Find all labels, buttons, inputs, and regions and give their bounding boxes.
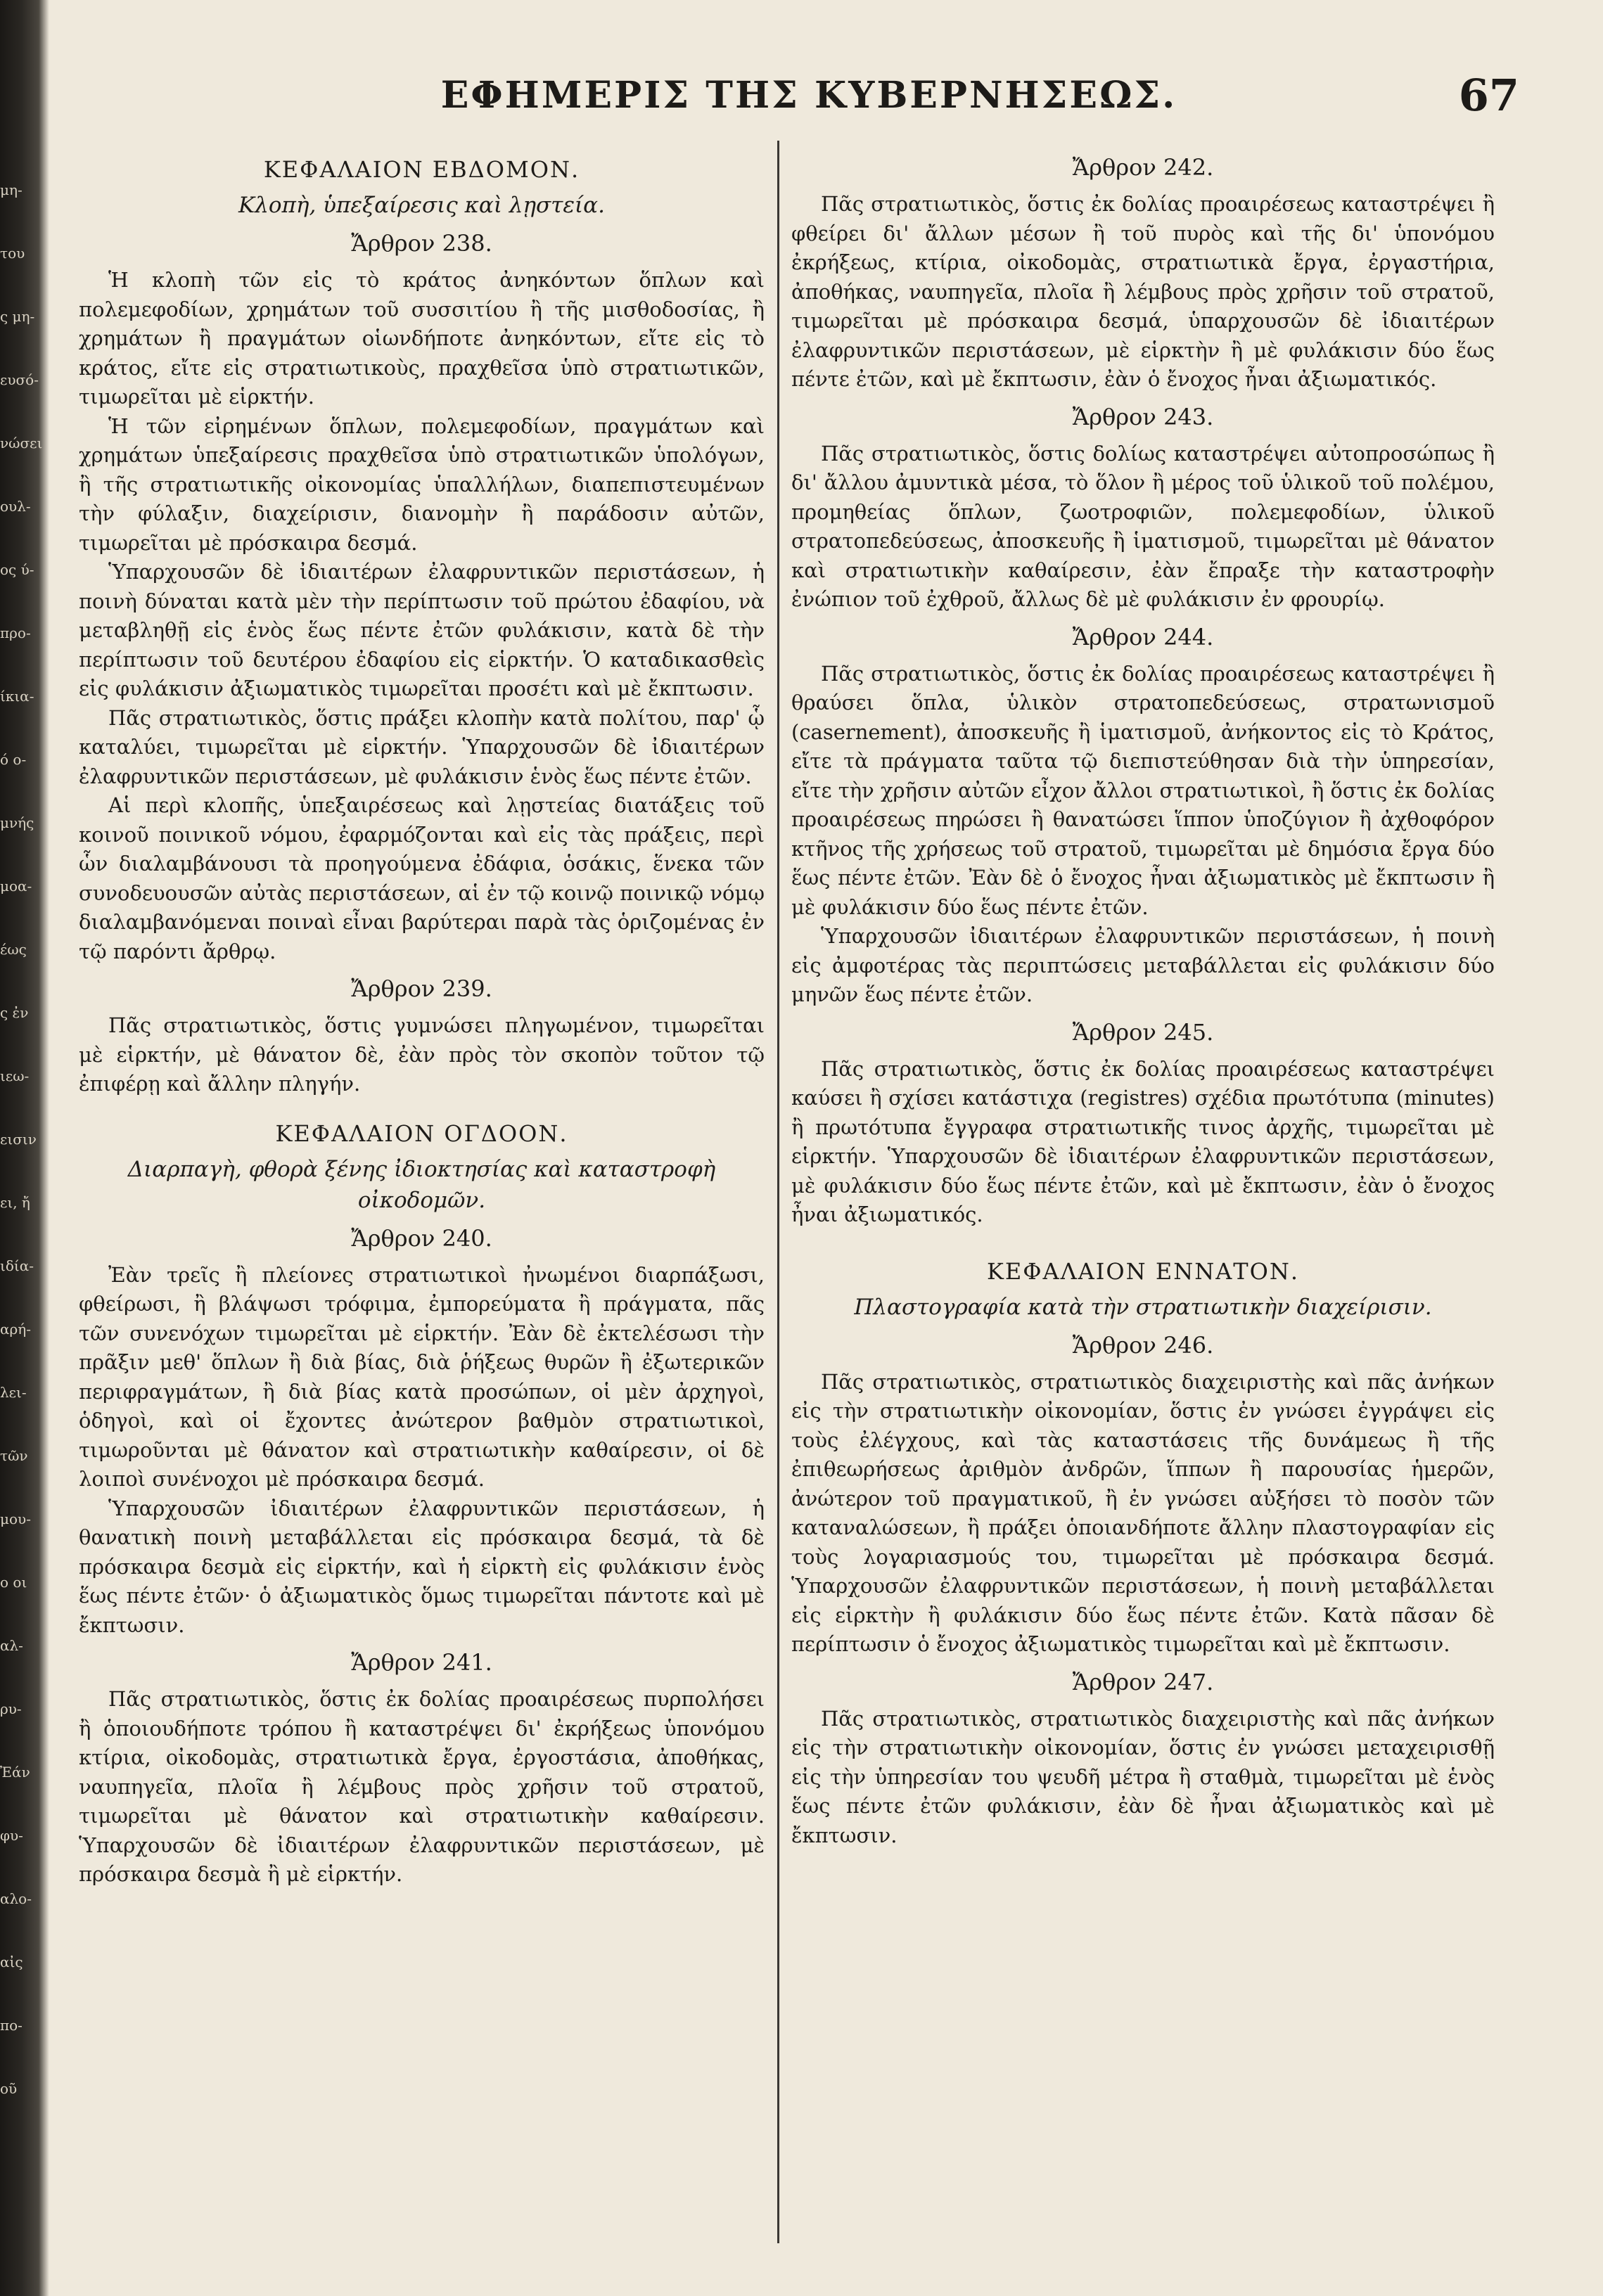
newspaper-title: ΕΦΗΜΕΡΙΣ ΤΗΣ ΚΥΒΕΡΝΗΣΕΩΣ. — [440, 74, 1177, 117]
gutter-fragment: ει, ἤ — [0, 1194, 30, 1211]
gutter-fragment: αρή- — [0, 1321, 32, 1338]
gutter-fragment: ουλ- — [0, 498, 31, 515]
chapter-title: ΚΕΦΑΛΑΙΟΝ ΕΒΔΟΜΟΝ. — [263, 156, 580, 183]
gutter-fragment: μου- — [0, 1511, 31, 1527]
chapter-subtitle: Διαρπαγὴ, φθορὰ ξένης ἰδιοκτησίας καὶ καταστροφὴ οἰκοδομῶν. — [127, 1156, 716, 1213]
article-heading: Ἄρθρον 238. — [351, 230, 492, 257]
article-paragraph: Πᾶς στρατιωτικὸς, ὅστις ἐκ δολίας προαιρέσεως καταστρέψει ἢ θραύσει ὅπλα, ὑλικὸν στρατοπεδεύσεως, στρατωνισμοῦ (casernement), ἀποσκευῆς ἢ ἱματισμοῦ, ἀνήκοντος εἰς τὸ Κράτος, εἴτε τὰ πράγματα ταῦτα τῷ διεπιστεύθησαν διὰ τὴν ὑπηρεσίαν, εἴτε τὴν χρῆσιν αὐτῶν εἶχον ἄλλοι στρατιωτικοὶ, ἢ ὅστις ἐκ δολίας προαιρέσεως πηρώσει ἢ θανατώσει ἵππον ὑποζύγιον ἢ ἀχθοφόρον κτῆνος τῆς χρήσεως τοῦ στρατοῦ, τιμωρεῖται μὲ δημόσια ἔργα δύο ἕως πέντε ἐτῶν. Ἐὰν δὲ ὁ ἔνοχος ἦναι ἀξιωματικὸς μὲ ἔκπτωσιν ἢ μὲ φυλάκισιν δύο ἕως πέντε ἐτῶν. — [791, 661, 1495, 919]
gutter-fragment: ος ύ- — [0, 561, 34, 578]
gutter-fragment: ς ἐν — [0, 1004, 29, 1021]
gutter-fragment: μη- — [0, 181, 23, 198]
article-heading: Ἄρθρον 245. — [1072, 1018, 1214, 1046]
gutter-fragment: τῶν — [0, 1447, 28, 1464]
article-heading: Ἄρθρον 246. — [1072, 1331, 1214, 1359]
chapter-title: ΚΕΦΑΛΑΙΟΝ ΕΝΝΑΤΟΝ. — [986, 1257, 1300, 1285]
article-paragraph: Πᾶς στρατιωτικὸς, ὅστις ἐκ δολίας προαιρέσεως καταστρέψει ἢ φθείρει δι' ἄλλων μέσων ἢ τοῦ πυρὸς καὶ τῆς δι' ὑπονόμου ἐκρήξεως, κτίρια, οἰκοδομὰς, στρατιωτικὰ ἔργα, ἐργαστήρια, ἀποθήκας, ναυπηγεῖα, πλοῖα ἢ λέμβους πρὸς χρῆσιν τοῦ στρατοῦ, τιμωρεῖται μὲ πρόσκαιρα δεσμά, ὑπαρχουσῶν δὲ ἰδιαιτέρων ἐλαφρυντικῶν περιστάσεων, μὲ εἱρκτὴν ἢ μὲ φυλάκισιν δύο ἕως πέντε ἐτῶν, καὶ μὲ ἔκπτωσιν, ἐὰν ὁ ἔνοχος ἦναι ἀξιωματικός. — [791, 192, 1495, 391]
article-paragraph: Πᾶς στρατιωτικὸς, ὅστις πράξει κλοπὴν κατὰ πολίτου, παρ' ᾧ καταλύει, τιμωρεῖται μὲ εἱρκτήν. Ὑπαρχουσῶν δὲ ἰδιαιτέρων ἐλαφρυντικῶν περιστάσεων, μὲ φυλάκισιν ἑνὸς ἕως πέντε ἐτῶν. — [79, 705, 765, 788]
page-number: 67 — [1458, 70, 1519, 121]
gutter-fragment: προ- — [0, 624, 31, 641]
gutter-fragment: αἰς — [0, 1954, 23, 1970]
chapter-title: ΚΕΦΑΛΑΙΟΝ ΟΓΔΟΟΝ. — [275, 1120, 568, 1147]
chapter-subtitle: Πλαστογραφία κατὰ τὴν στρατιωτικὴν διαχείρισιν. — [854, 1294, 1432, 1320]
article-paragraph: Πᾶς στρατιωτικὸς, στρατιωτικὸς διαχειριστὴς καὶ πᾶς ἀνήκων εἰς τὴν στρατιωτικὴν οἰκονομίαν, ὅστις ἐν γνώσει ἐγγράψει εἰς τοὺς ἐλέγχους, καὶ τὰς καταστάσεις τῆς δυνάμεως ἢ τῆς ἐπιθεωρήσεως ἀριθμὸν ἀνδρῶν, ἵππων ἢ παρουσίας ἡμερῶν, ἀνώτερον τοῦ πραγματικοῦ, ἢ ἐν γνώσει αὐξήσει τὸ ποσὸν τῶν καταναλώσεων, ἢ πράξει ὁποιανδήποτε ἄλλην πλαστογραφίαν εἰς τοὺς λογαριασμούς του, τιμωρεῖται μὲ πρόσκαιρα δεσμά. Ὑπαρχουσῶν ἐλαφρυντικῶν περιστάσεων, ἡ ποινὴ μεταβάλλεται εἰς εἱρκτὴν ἢ φυλάκισιν δύο ἕως πέντε ἐτῶν. Κατὰ πᾶσαν δὲ περίπτωσιν ὁ ἔνοχος ἀξιωματικὸς τιμωρεῖται καὶ μὲ ἔκπτωσιν. — [791, 1369, 1495, 1656]
article-paragraph: Ἐὰν τρεῖς ἢ πλείονες στρατιωτικοὶ ἠνωμένοι διαρπάξωσι, φθείρωσι, ἢ βλάψωσι τρόφιμα, ἐμπορεύματα ἢ πράγματα, πᾶς τῶν συνενόχων τιμωρεῖται μὲ εἱρκτήν. Ἐὰν δὲ ἐκτελέσωσι τὴν πρᾶξιν μεθ' ὅπλων ἢ διὰ βίας, διὰ ῥήξεως θυρῶν ἢ ἐξωτερικῶν περιφραγμάτων, ἢ διὰ βίας κατὰ προσώπων, οἱ μὲν ἀρχηγοὶ, ὁδηγοὶ, καὶ οἱ ἔχοντες ἀνώτερον βαθμὸν στρατιωτικοὶ, τιμωροῦνται μὲ θάνατον καὶ στρατιωτικὴν καθαίρεσιν, οἱ δὲ λοιποὶ συνένοχοι μὲ πρόσκαιρα δεσμά. — [79, 1262, 765, 1491]
article-heading: Ἄρθρον 241. — [351, 1649, 492, 1676]
gutter-fragment: νώσει — [0, 435, 43, 451]
article-paragraph: Πᾶς στρατιωτικὸς, ὅστις γυμνώσει πληγωμένον, τιμωρεῖται μὲ εἱρκτήν, μὲ θάνατον δὲ, ἐὰν πρὸς τὸν σκοπὸν τοῦτον τῷ ἐπιφέρῃ καὶ ἄλλην πληγήν. — [79, 1013, 765, 1096]
article-paragraph: Ὑπαρχουσῶν ἰδιαιτέρων ἐλαφρυντικῶν περιστάσεων, ἡ ποινὴ εἰς ἀμφοτέρας τὰς περιπτώσεις μεταβάλλεται εἰς φυλάκισιν δύο μηνῶν ἕως πέντε ἐτῶν. — [791, 924, 1495, 1006]
gutter-fragment: ρυ- — [0, 1700, 22, 1717]
article-paragraph: Ἡ τῶν εἰρημένων ὅπλων, πολεμεφοδίων, πραγμάτων καὶ χρημάτων ὑπεξαίρεσις πραχθεῖσα ὑπὸ στρατιωτικῶν ὑπολόγων, ἢ τῆς στρατιωτικῆς οἰκονομίας ὑπαλλήλων, διαπεπιστευμένων τὴν φύλαξιν, διαχείρισιν, διανομὴν ἢ παράδοσιν αὐτῶν, τιμωρεῖται μὲ πρόσκαιρα δεσμά. — [79, 413, 765, 555]
article-paragraph: Ὑπαρχουσῶν ἰδιαιτέρων ἐλαφρυντικῶν περιστάσεων, ἡ θανατικὴ ποινὴ μεταβάλλεται εἰς πρόσκαιρα δεσμά, τὰ δὲ πρόσκαιρα δεσμὰ εἰς εἱρκτήν, καὶ ἡ εἱρκτὴ εἰς φυλάκισιν ἑνὸς ἕως πέντε ἐτῶν· ὁ ἀξιωματικὸς ὅμως τιμωρεῖται πάντοτε καὶ μὲ ἔκπτωσιν. — [79, 1496, 765, 1637]
gutter-fragment: Ἐάν — [0, 1764, 30, 1781]
gutter-fragment: ευσό- — [0, 371, 39, 388]
gutter-fragment: λει- — [0, 1384, 27, 1401]
article-paragraph: Πᾶς στρατιωτικὸς, ὅστις ἐκ δολίας προαιρέσεως πυρπολήσει ἢ ὁποιουδήποτε τρόπου ἢ καταστρέψει δι' ἐκρήξεως ὑπονόμου κτίρια, οἰκοδομὰς, στρατιωτικὰ ἔργα, ἐργοστάσια, ἀποθήκας, ναυπηγεῖα, πλοῖα ἢ λέμβους πρὸς χρῆσιν τοῦ στρατοῦ, τιμωρεῖται μὲ θάνατον καὶ στρατιωτικὴν καθαίρεσιν. Ὑπαρχουσῶν δὲ ἰδιαιτέρων ἐλαφρυντικῶν περιστάσεων, μὲ πρόσκαιρα δεσμὰ ἢ μὲ εἱρκτήν. — [79, 1687, 765, 1886]
gutter-fragment: μνής — [0, 814, 34, 831]
gutter-fragment: μοα- — [0, 878, 32, 894]
gutter-fragment: εισιν — [0, 1131, 37, 1148]
article-heading: Ἄρθρον 239. — [351, 975, 492, 1002]
gutter-fragment: ς μη- — [0, 308, 35, 325]
article-heading: Ἄρθρον 240. — [351, 1224, 492, 1252]
gutter-fragment: ιδία- — [0, 1257, 34, 1274]
article-paragraph: Αἱ περὶ κλοπῆς, ὑπεξαιρέσεως καὶ λῃστείας διατάξεις τοῦ κοινοῦ ποινικοῦ νόμου, ἐφαρμόζονται καὶ εἰς τὰς πράξεις, περὶ ὧν διαλαμβάνουσι τὰ προηγούμενα ἐδάφια, ὁσάκις, ἕνεκα τῶν συνοδευουσῶν αὐτὰς περιστάσεων, αἱ ἐν τῷ κοινῷ ποινικῷ νόμῳ διαλαμβανόμεναι ποιναὶ εἶναι βαρύτεραι παρὰ τὰς ὁριζομένας ἐν τῷ παρόντι ἄρθρῳ. — [79, 793, 765, 963]
gutter-fragment: αλο- — [0, 1890, 32, 1907]
gutter-fragment: του — [0, 245, 25, 262]
right-column — [791, 148, 1495, 1850]
article-paragraph: Πᾶς στρατιωτικὸς, ὅστις ἐκ δολίας προαιρέσεως καταστρέψει καύσει ἢ σχίσει κατάστιχα (registres) σχέδια πρωτότυπα (minutes) ἢ πρωτότυπα ἔγγραφα στρατιωτικῆς τινος ἀρχῆς, τιμωρεῖται μὲ εἱρκτήν. Ὑπαρχουσῶν δὲ ἰδιαιτέρων ἐλαφρυντικῶν περιστάσεων, μὲ φυλάκισιν δύο ἕως πέντε ἐτῶν, καὶ μὲ ἔκπτωσιν, ἐὰν ὁ ἔνοχος ἦναι ἀξιωματικός. — [791, 1056, 1495, 1226]
gutter-fragment: ο οι — [0, 1574, 27, 1591]
gutter-fragment: ίκια- — [0, 688, 34, 705]
page-header — [98, 67, 1519, 130]
gutter-fragment: φυ- — [0, 1827, 23, 1844]
article-heading: Ἄρθρον 242. — [1072, 154, 1214, 181]
gutter-fragment: ιεω- — [0, 1067, 30, 1084]
article-heading: Ἄρθρον 244. — [1072, 623, 1214, 650]
previous-page-gutter-fragments — [0, 169, 44, 2131]
article-paragraph: Ὑπαρχουσῶν δὲ ἰδιαιτέρων ἐλαφρυντικῶν περιστάσεων, ἡ ποινὴ δύναται κατὰ μὲν τὴν περίπτωσιν τοῦ πρώτου ἐδαφίου, νὰ μεταβληθῇ εἰς ἑνὸς ἕως πέντε ἐτῶν φυλάκισιν, κατὰ δὲ τὴν περίπτωσιν τοῦ δευτέρου ἐδαφίου εἰς εἱρκτήν. Ὁ καταδικασθεὶς εἰς φυλάκισιν ἀξιωματικὸς τιμωρεῖται προσέτι καὶ μὲ ἔκπτωσιν. — [79, 560, 765, 700]
column-divider — [777, 141, 779, 2243]
article-paragraph: Πᾶς στρατιωτικὸς, ὅστις δολίως καταστρέψει αὐτοπροσώπως ἢ δι' ἄλλου ἀμυντικὰ μέσα, τὸ ὅλον ἢ μέρος τοῦ ὑλικοῦ τοῦ πολέμου, προμηθείας ὅπλων, ζωοτροφιῶν, πολεμεφοδίων, ὑλικοῦ στρατοπεδεύσεως, ἀποσκευῆς ἢ ἱματισμοῦ, τιμωρεῖται μὲ θάνατον καὶ στρατιωτικὴν καθαίρεσιν, ἐὰν ἔπραξε τὴν καταστροφὴν ἐνώπιον τοῦ ἐχθροῦ, ἄλλως δὲ μὲ φυλάκισιν ἐν φρουρίῳ. — [791, 441, 1495, 611]
gutter-fragment: πο- — [0, 2017, 23, 2034]
article-paragraph: Πᾶς στρατιωτικὸς, στρατιωτικὸς διαχειριστὴς καὶ πᾶς ἀνήκων εἰς τὴν στρατιωτικὴν οἰκονομίαν, ὅστις ἐν γνώσει μεταχειρισθῇ εἰς τὴν ὑπηρεσίαν του ψευδῆ μέτρα ἢ σταθμὰ, τιμωρεῖται μὲ ἑνὸς ἕως πέντε ἐτῶν φυλάκισιν, ἐὰν δὲ ἦναι ἀξιωματικὸς καὶ μὲ ἔκπτωσιν. — [791, 1706, 1495, 1847]
left-column — [79, 148, 765, 1890]
article-heading: Ἄρθρον 247. — [1072, 1668, 1214, 1695]
article-paragraph: Ἡ κλοπὴ τῶν εἰς τὸ κράτος ἀνηκόντων ὅπλων καὶ πολεμεφοδίων, χρημάτων τοῦ συσσιτίου ἢ τῆς μισθοδοσίας, ἢ χρημάτων ἢ πραγμάτων οἱωνδήποτε ἀνηκόντων, εἴτε εἰς τὸ κράτος, εἴτε εἰς στρατιωτικοὺς, πραχθεῖσα ὑπὸ στρατιωτικῶν, τιμωρεῖται μὲ εἱρκτήν. — [79, 268, 765, 409]
chapter-subtitle: Κλοπὴ, ὑπεξαίρεσις καὶ λῃστεία. — [238, 193, 605, 218]
gutter-fragment: έως — [0, 941, 27, 958]
article-heading: Ἄρθρον 243. — [1072, 403, 1214, 430]
gutter-fragment: αλ- — [0, 1637, 23, 1654]
gutter-fragment: ό ο- — [0, 751, 27, 768]
gutter-fragment: οῦ — [0, 2080, 18, 2097]
